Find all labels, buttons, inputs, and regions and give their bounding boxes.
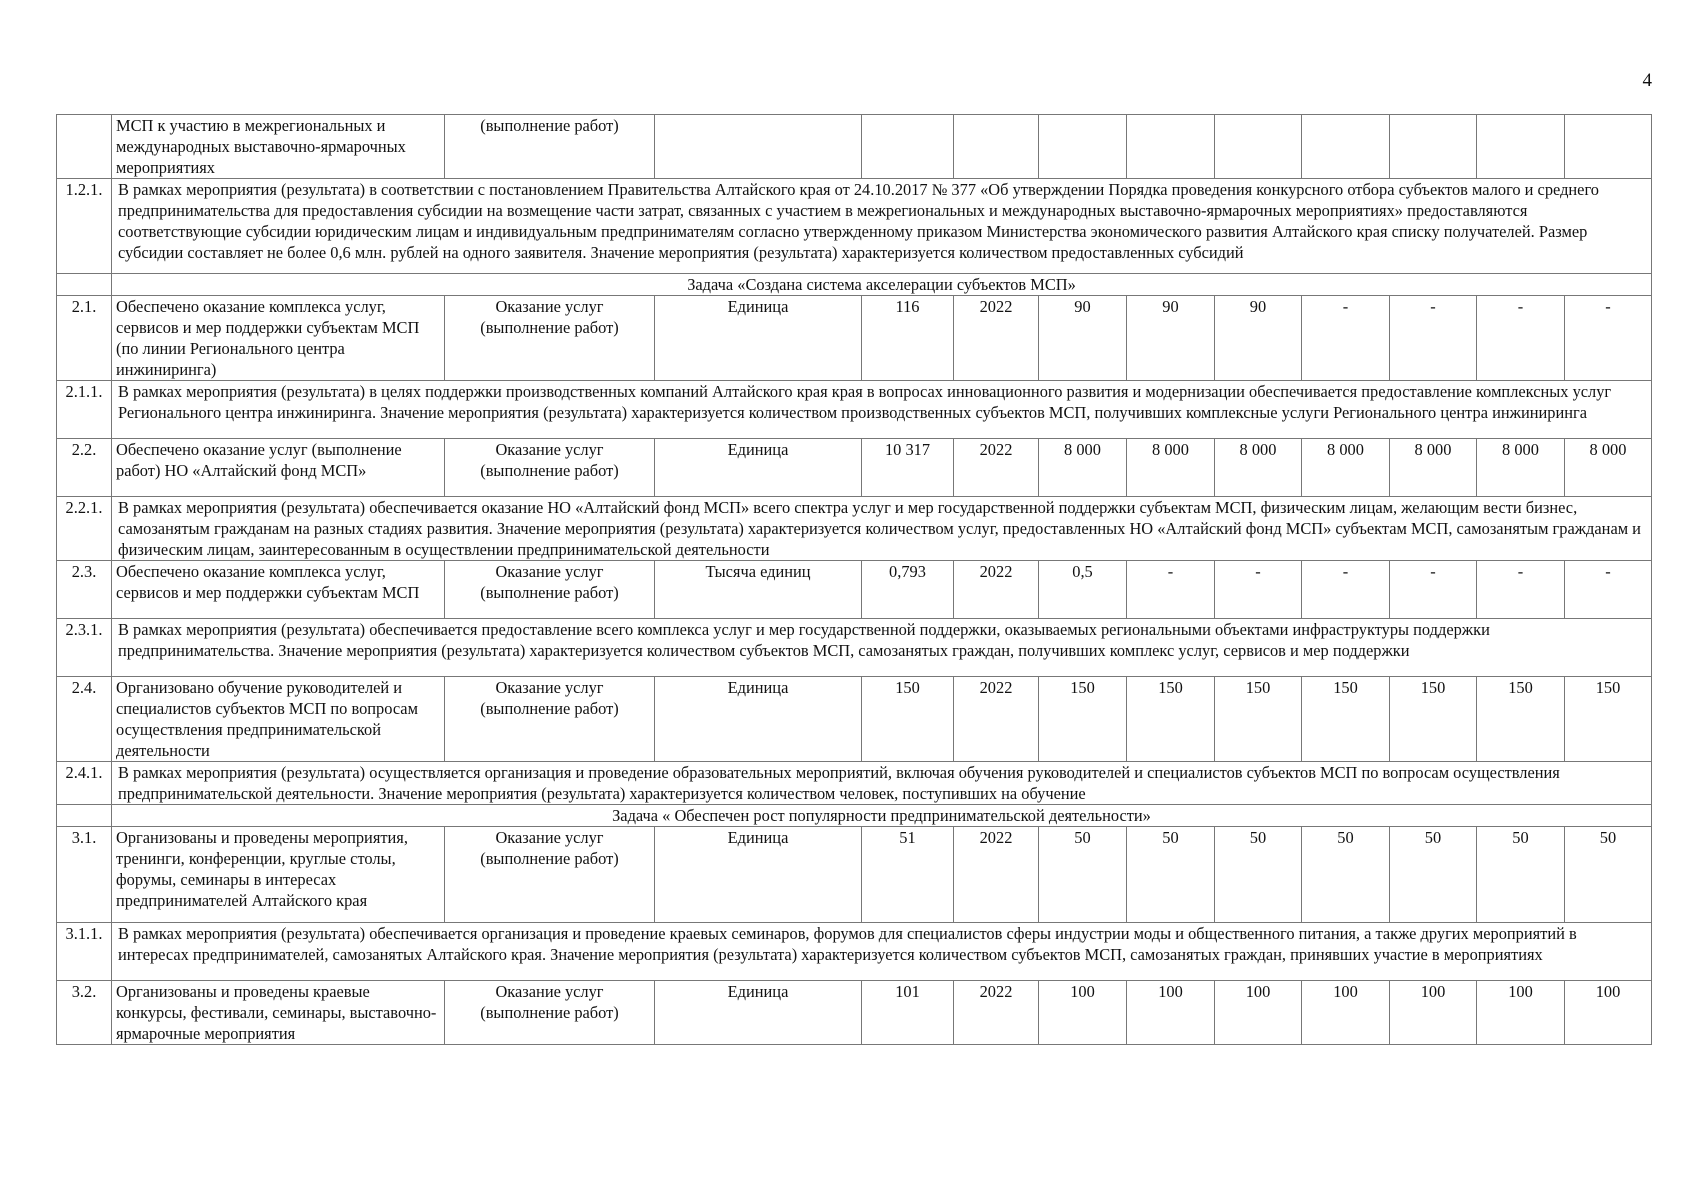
- target-value-1: 50: [1039, 827, 1127, 923]
- measure-description: В рамках мероприятия (результата) обеспечивается оказание НО «Алтайский фонд МСП» всего спектра услуг и мер государственной поддержки субъектам МСП, физическим лицам, желающим вести бизнес, самозанятым гражданам на разных стадиях развития. Значение мероприятия (результата) характеризуется количеством услуг, предоставленных НО «Алтайский фонд МСП» субъектам МСП, самозанятым гражданам и физическим лицам, заинтересованным в осуществлении предпринимательской деятельности: [112, 497, 1652, 561]
- table-row: [57, 115, 1652, 179]
- row-number: 2.4.: [57, 677, 112, 762]
- row-number: 2.3.: [57, 561, 112, 619]
- target-value-1: 0,5: [1039, 561, 1127, 619]
- table-row: [57, 981, 1652, 1045]
- target-value-4: 50: [1302, 827, 1390, 923]
- measure-kind: (выполнение работ): [445, 115, 655, 179]
- target-value-7: 8 000: [1565, 439, 1652, 497]
- task-num-cell: [57, 274, 112, 296]
- task-header-row: [57, 805, 1652, 827]
- description-row: [57, 923, 1652, 981]
- description-row: [57, 381, 1652, 439]
- unit-of-measure: Тысяча единиц: [655, 561, 862, 619]
- base-value: 0,793: [862, 561, 954, 619]
- table-row: [57, 677, 1652, 762]
- row-number: 2.1.1.: [57, 381, 112, 439]
- base-year: 2022: [954, 296, 1039, 381]
- row-number: 1.2.1.: [57, 179, 112, 274]
- unit-of-measure: Единица: [655, 439, 862, 497]
- target-value-1: 8 000: [1039, 439, 1127, 497]
- measure-description: В рамках мероприятия (результата) в целях поддержки производственных компаний Алтайского края края в вопросах инновационного развития и модернизации обеспечивается предоставление комплексных услуг Регионального центра инжиниринга. Значение мероприятия (результата) характеризуется количеством производственных субъектов МСП, получивших комплексные услуги Регионального центра инжиниринга: [112, 381, 1652, 439]
- target-value-4: 8 000: [1302, 439, 1390, 497]
- target-value-2: 90: [1127, 296, 1215, 381]
- page-number: 4: [1642, 70, 1652, 91]
- measure-name: Обеспечено оказание комплекса услуг, сервисов и мер поддержки субъектам МСП (по линии Регионального центра инжиниринга): [112, 296, 445, 381]
- base-year: 2022: [954, 981, 1039, 1045]
- base-value: 116: [862, 296, 954, 381]
- base-year: 2022: [954, 827, 1039, 923]
- target-value-6: -: [1477, 561, 1565, 619]
- target-value-5: -: [1390, 561, 1477, 619]
- base-year: 2022: [954, 561, 1039, 619]
- measure-description: В рамках мероприятия (результата) обеспечивается организация и проведение краевых семинаров, форумов для специалистов сферы индустрии моды и общественного питания, а также других мероприятий в интересах предпринимателей, самозанятых Алтайского края. Значение мероприятия (результата) характеризуется количеством субъектов МСП, самозанятых граждан, принявших участие в мероприятиях: [112, 923, 1652, 981]
- table-row: [57, 296, 1652, 381]
- task-title: Задача « Обеспечен рост популярности предпринимательской деятельности»: [112, 805, 1652, 827]
- base-year: 2022: [954, 677, 1039, 762]
- unit-of-measure: [655, 115, 862, 179]
- target-value-7: -: [1565, 296, 1652, 381]
- measure-description: В рамках мероприятия (результата) в соответствии с постановлением Правительства Алтайского края от 24.10.2017 № 377 «Об утверждении Порядка проведения конкурсного отбора субъектов малого и среднего предпринимательства для предоставления субсидии на возмещение части затрат, связанных с участием в межрегиональных и международных выставочно-ярмарочных мероприятиях» предоставляются соответствующие субсидии юридическим лицам и индивидуальным предпринимателям согласно утвержденному приказом Министерства экономического развития Алтайского края списку получателей. Размер субсидии составляет не более 0,6 млн. рублей на одного заявителя. Значение мероприятия (результата) характеризуется количеством предоставленных субсидий: [112, 179, 1652, 274]
- target-value-7: 100: [1565, 981, 1652, 1045]
- target-value-2: -: [1127, 561, 1215, 619]
- unit-of-measure: Единица: [655, 677, 862, 762]
- row-number: 3.1.1.: [57, 923, 112, 981]
- target-value-1: [1039, 115, 1127, 179]
- target-value-1: 90: [1039, 296, 1127, 381]
- target-value-1: 100: [1039, 981, 1127, 1045]
- base-value: 51: [862, 827, 954, 923]
- target-value-3: -: [1215, 561, 1302, 619]
- target-value-7: -: [1565, 561, 1652, 619]
- measure-kind: Оказание услуг (выполнение работ): [445, 981, 655, 1045]
- target-value-2: 50: [1127, 827, 1215, 923]
- target-value-3: 90: [1215, 296, 1302, 381]
- table-body: [57, 115, 1652, 1045]
- table-row: [57, 827, 1652, 923]
- target-value-2: 8 000: [1127, 439, 1215, 497]
- measure-name: Организованы и проведены мероприятия, тренинги, конференции, круглые столы, форумы, семинары в интересах предпринимателей Алтайского края: [112, 827, 445, 923]
- row-number: 3.2.: [57, 981, 112, 1045]
- unit-of-measure: Единица: [655, 827, 862, 923]
- measure-name: Обеспечено оказание комплекса услуг, сервисов и мер поддержки субъектам МСП: [112, 561, 445, 619]
- base-year: [954, 115, 1039, 179]
- description-row: [57, 179, 1652, 274]
- target-value-6: 50: [1477, 827, 1565, 923]
- target-value-6: -: [1477, 296, 1565, 381]
- table-row: [57, 561, 1652, 619]
- row-number: 2.1.: [57, 296, 112, 381]
- target-value-3: [1215, 115, 1302, 179]
- row-number: 2.4.1.: [57, 762, 112, 805]
- measures-table: [56, 114, 1652, 1045]
- target-value-2: [1127, 115, 1215, 179]
- task-title: Задача «Создана система акселерации субъектов МСП»: [112, 274, 1652, 296]
- measure-kind: Оказание услуг (выполнение работ): [445, 296, 655, 381]
- target-value-5: 100: [1390, 981, 1477, 1045]
- measure-kind: Оказание услуг (выполнение работ): [445, 561, 655, 619]
- row-number: 2.2.1.: [57, 497, 112, 561]
- base-value: 101: [862, 981, 954, 1045]
- target-value-2: 150: [1127, 677, 1215, 762]
- target-value-6: 100: [1477, 981, 1565, 1045]
- measure-name: Организованы и проведены краевые конкурсы, фестивали, семинары, выставочно-ярмарочные мероприятия: [112, 981, 445, 1045]
- row-number: 2.3.1.: [57, 619, 112, 677]
- measure-kind: Оказание услуг (выполнение работ): [445, 827, 655, 923]
- measure-description: В рамках мероприятия (результата) осуществляется организация и проведение образовательных мероприятий, включая обучения руководителей и специалистов субъектов МСП по вопросам осуществления предпринимательской деятельности. Значение мероприятия (результата) характеризуется количеством человек, поступивших на обучение: [112, 762, 1652, 805]
- measure-description: В рамках мероприятия (результата) обеспечивается предоставление всего комплекса услуг и мер государственной поддержки, оказываемых региональными объектами инфраструктуры поддержки предпринимательства. Значение мероприятия (результата) характеризуется количеством субъектов МСП, самозанятых граждан, получивших комплекс услуг, сервисов и мер поддержки: [112, 619, 1652, 677]
- target-value-3: 50: [1215, 827, 1302, 923]
- target-value-6: 150: [1477, 677, 1565, 762]
- target-value-3: 150: [1215, 677, 1302, 762]
- target-value-4: 150: [1302, 677, 1390, 762]
- base-value: [862, 115, 954, 179]
- target-value-4: -: [1302, 296, 1390, 381]
- target-value-7: 50: [1565, 827, 1652, 923]
- measure-kind: Оказание услуг (выполнение работ): [445, 439, 655, 497]
- measure-name: Обеспечено оказание услуг (выполнение работ) НО «Алтайский фонд МСП»: [112, 439, 445, 497]
- task-header-row: [57, 274, 1652, 296]
- target-value-4: -: [1302, 561, 1390, 619]
- measure-name: МСП к участию в межрегиональных и международных выставочно-ярмарочных мероприятиях: [112, 115, 445, 179]
- target-value-6: 8 000: [1477, 439, 1565, 497]
- target-value-5: 150: [1390, 677, 1477, 762]
- target-value-4: 100: [1302, 981, 1390, 1045]
- base-year: 2022: [954, 439, 1039, 497]
- measure-kind: Оказание услуг (выполнение работ): [445, 677, 655, 762]
- description-row: [57, 619, 1652, 677]
- target-value-4: [1302, 115, 1390, 179]
- description-row: [57, 497, 1652, 561]
- unit-of-measure: Единица: [655, 981, 862, 1045]
- table-row: [57, 439, 1652, 497]
- target-value-5: 8 000: [1390, 439, 1477, 497]
- target-value-7: [1565, 115, 1652, 179]
- target-value-5: [1390, 115, 1477, 179]
- target-value-7: 150: [1565, 677, 1652, 762]
- unit-of-measure: Единица: [655, 296, 862, 381]
- row-number: 3.1.: [57, 827, 112, 923]
- target-value-2: 100: [1127, 981, 1215, 1045]
- description-row: [57, 762, 1652, 805]
- task-num-cell: [57, 805, 112, 827]
- base-value: 150: [862, 677, 954, 762]
- target-value-6: [1477, 115, 1565, 179]
- target-value-3: 8 000: [1215, 439, 1302, 497]
- target-value-3: 100: [1215, 981, 1302, 1045]
- base-value: 10 317: [862, 439, 954, 497]
- row-number: 2.2.: [57, 439, 112, 497]
- target-value-1: 150: [1039, 677, 1127, 762]
- target-value-5: 50: [1390, 827, 1477, 923]
- row-number: [57, 115, 112, 179]
- target-value-5: -: [1390, 296, 1477, 381]
- measure-name: Организовано обучение руководителей и специалистов субъектов МСП по вопросам осуществления предпринимательской деятельности: [112, 677, 445, 762]
